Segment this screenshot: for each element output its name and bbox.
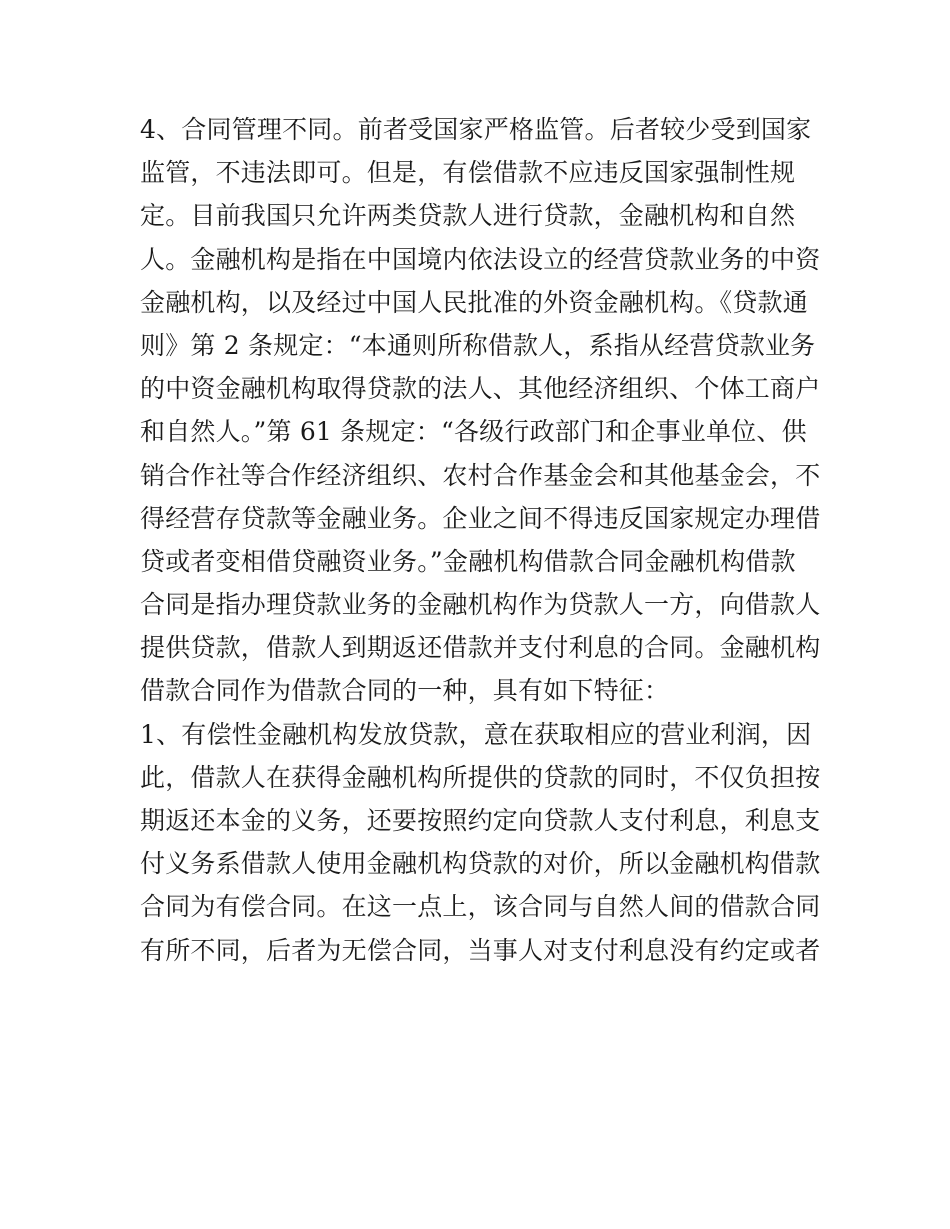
text-line: 和自然人。”第 61 条规定：“各级行政部门和企事业单位、供	[140, 417, 807, 447]
text-line: 合同是指办理贷款业务的金融机构作为贷款人一方，向借款人	[140, 590, 821, 620]
body-text	[140, 108, 820, 972]
text-line: 得经营存贷款等金融业务。企业之间不得违反国家规定办理借	[140, 503, 821, 533]
text-line: 的中资金融机构取得贷款的法人、其他经济组织、个体工商户	[140, 374, 821, 404]
text-line: 1、有偿性金融机构发放贷款，意在获取相应的营业利润，因	[140, 719, 812, 749]
text-line: 提供贷款，借款人到期返还借款并支付利息的合同。金融机构	[140, 633, 821, 663]
text-line: 付义务系借款人使用金融机构贷款的对价，所以金融机构借款	[140, 849, 821, 879]
text-line: 有所不同，后者为无偿合同，当事人对支付利息没有约定或者	[140, 935, 821, 965]
text-line: 销合作社等合作经济组织、农村合作基金会和其他基金会，不	[140, 460, 821, 490]
text-line: 借款合同作为借款合同的一种，具有如下特征：	[140, 676, 670, 706]
text-line: 贷或者变相借贷融资业务。”金融机构借款合同金融机构借款	[140, 546, 796, 576]
text-line: 4、合同管理不同。前者受国家严格监管。后者较少受到国家	[140, 115, 812, 144]
text-line: 人。金融机构是指在中国境内依法设立的经营贷款业务的中资	[140, 244, 821, 274]
text-line: 金融机构，以及经过中国人民批准的外资金融机构。《贷款通	[140, 287, 808, 317]
text-line: 监管，不违法即可。但是，有偿借款不应违反国家强制性规	[140, 158, 796, 188]
text-line: 此，借款人在获得金融机构所提供的贷款的同时，不仅负担按	[140, 762, 821, 792]
text-line: 期返还本金的义务，还要按照约定向贷款人支付利息，利息支	[140, 806, 821, 835]
text-line: 合同为有偿合同。在这一点上，该合同与自然人间的借款合同	[140, 892, 821, 922]
text-line: 定。目前我国只允许两类贷款人进行贷款，金融机构和自然	[140, 201, 796, 231]
text-line: 则》第 2 条规定：“本通则所称借款人，系指从经营贷款业务	[140, 330, 816, 360]
